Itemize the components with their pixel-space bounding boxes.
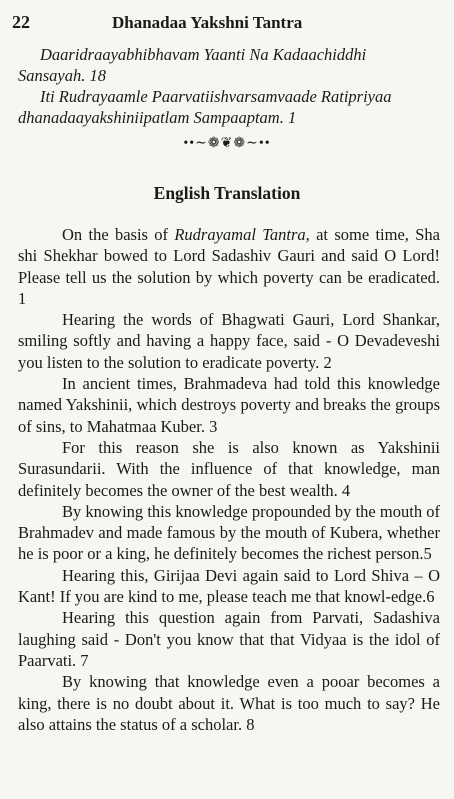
paragraph: Hearing this question again from Parvati, Sadashiva laughing said - Don't you know that that Vidyaa is the idol of Paarvati. 7 <box>18 608 440 670</box>
paragraph: Hearing this, Girijaa Devi again said to Lord Shiva – O Kant! If you are kind to me, please teach me that knowl-edge.6 <box>18 565 440 607</box>
verse-line: Sansayah. 18 <box>18 66 106 85</box>
verse-line: Daaridraayabhibhavam Yaanti Na Kadaachiddhi <box>40 45 367 64</box>
paragraph <box>18 224 440 309</box>
emphasis-text: Rudrayamal Tantra <box>174 225 306 244</box>
translation-body <box>18 224 440 735</box>
verse-line: Iti Rudrayaamle Paarvatiishvarsamvaade Ratipriyaa <box>40 87 392 106</box>
paragraph: In ancient times, Brahmadeva had told this knowledge named Yakshinii, which destroys poverty and breaks the groups of sins, to Mahatmaa Kuber. 3 <box>18 374 440 436</box>
paragraph: For this reason she is also known as Yakshinii Surasundarii. With the influence of that knowledge, man definitely becomes the owner of the best wealth. 4 <box>18 437 440 500</box>
page-header <box>12 12 442 38</box>
verse-line: dhanadaayakshiniipatlam Sampaaptam. 1 <box>18 108 297 127</box>
page-number: 22 <box>12 12 30 32</box>
running-title: Dhanadaa Yakshni Tantra <box>112 13 303 32</box>
ornament-divider-icon: ••∼❁❦❁∼•• <box>183 136 271 151</box>
paragraph-text: On the basis of <box>62 225 175 244</box>
paragraph: By knowing this knowledge propounded by the mouth of Brahmadev and made famous by the mouth of Kubera, whether he is poor or a king, he definitely becomes the richest person.5 <box>18 501 440 564</box>
verse-block <box>18 44 444 128</box>
paragraph: Hearing the words of Bhagwati Gauri, Lord Shankar, smiling softly and having a happy face, said - O Devadeveshi you listen to the solution to eradicate poverty. 2 <box>18 310 440 372</box>
section-heading: English Translation <box>153 183 301 203</box>
paragraph-text: , at some time, Sha shi Shekhar bowed to Lord Sadashiv Gauri and said O Lord! Please tell us the solution by which poverty can be eradicated. 1 <box>18 225 440 308</box>
paragraph: By knowing that knowledge even a pooar becomes a king, there is no doubt about it. What is too much to say? He also attains the status of a scholar. 8 <box>18 672 440 734</box>
